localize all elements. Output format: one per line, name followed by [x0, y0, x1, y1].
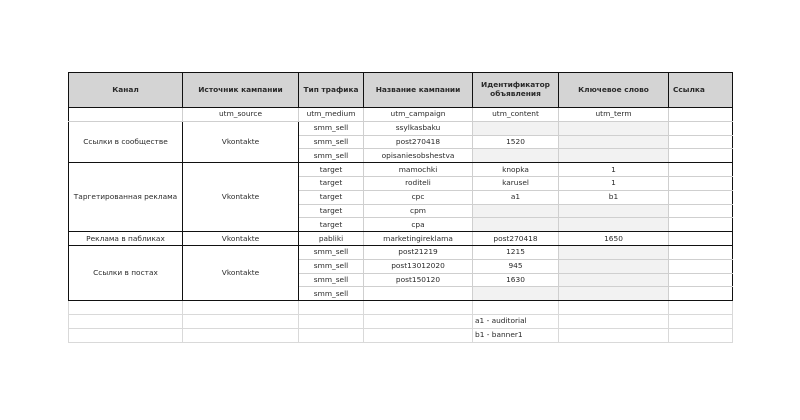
campaign-cell[interactable]: ssylkasbaku	[364, 121, 473, 135]
term-cell[interactable]: 1	[559, 176, 669, 190]
header-term[interactable]: Ключевое слово	[559, 73, 669, 108]
link-cell[interactable]	[669, 176, 733, 190]
term-cell[interactable]	[559, 245, 669, 259]
empty-cell[interactable]	[559, 328, 669, 342]
note-row	[69, 328, 733, 342]
empty-cell[interactable]	[473, 301, 559, 315]
campaign-cell[interactable]: roditeli	[364, 176, 473, 190]
header-campaign[interactable]: Название кампании	[364, 73, 473, 108]
link-cell[interactable]	[669, 273, 733, 287]
medium-cell[interactable]: smm_sell	[299, 149, 364, 163]
content-cell[interactable]: 945	[473, 259, 559, 273]
campaign-cell[interactable]: post13012020	[364, 259, 473, 273]
utm-cell[interactable]	[69, 108, 183, 122]
content-cell[interactable]	[473, 121, 559, 135]
empty-cell[interactable]	[364, 328, 473, 342]
link-cell[interactable]	[669, 163, 733, 177]
table-row	[69, 232, 733, 246]
link-cell[interactable]	[669, 259, 733, 273]
content-cell[interactable]: 1215	[473, 245, 559, 259]
header-channel[interactable]: Канал	[69, 73, 183, 108]
campaign-cell[interactable]: cpm	[364, 204, 473, 218]
legend-note[interactable]: a1 - auditorial	[473, 314, 559, 328]
empty-cell[interactable]	[183, 301, 299, 315]
medium-cell[interactable]: target	[299, 204, 364, 218]
content-cell[interactable]: 1520	[473, 135, 559, 149]
empty-cell[interactable]	[559, 301, 669, 315]
empty-cell[interactable]	[69, 328, 183, 342]
link-cell[interactable]	[669, 287, 733, 301]
link-cell[interactable]	[669, 245, 733, 259]
medium-cell[interactable]: pabliki	[299, 232, 364, 246]
empty-cell[interactable]	[183, 314, 299, 328]
campaign-cell[interactable]: post270418	[364, 135, 473, 149]
utm-row	[69, 108, 733, 122]
header-link[interactable]: Ссылка	[669, 73, 733, 108]
empty-cell[interactable]	[364, 314, 473, 328]
medium-cell[interactable]: smm_sell	[299, 287, 364, 301]
content-cell[interactable]	[473, 287, 559, 301]
empty-cell[interactable]	[364, 301, 473, 315]
source-cell[interactable]: Vkontakte	[183, 121, 299, 162]
header-source[interactable]: Источник кампании	[183, 73, 299, 108]
empty-cell[interactable]	[669, 314, 733, 328]
medium-cell[interactable]: target	[299, 176, 364, 190]
medium-cell[interactable]: target	[299, 163, 364, 177]
source-cell[interactable]: Vkontakte	[183, 163, 299, 232]
term-cell[interactable]	[559, 135, 669, 149]
header-row	[69, 73, 733, 108]
table-row	[69, 121, 733, 135]
medium-cell[interactable]: smm_sell	[299, 273, 364, 287]
legend-note[interactable]: b1 - banner1	[473, 328, 559, 342]
medium-cell[interactable]: target	[299, 218, 364, 232]
utm-cell[interactable]: utm_campaign	[364, 108, 473, 122]
empty-cell[interactable]	[559, 314, 669, 328]
table-row	[69, 163, 733, 177]
campaign-cell[interactable]: post150120	[364, 273, 473, 287]
utm-cell[interactable]	[669, 108, 733, 122]
empty-cell[interactable]	[299, 314, 364, 328]
term-cell[interactable]	[559, 204, 669, 218]
content-cell[interactable]	[473, 218, 559, 232]
campaign-cell[interactable]: marketingireklama	[364, 232, 473, 246]
link-cell[interactable]	[669, 204, 733, 218]
channel-cell[interactable]: Таргетированная реклама	[69, 163, 183, 232]
content-cell[interactable]	[473, 204, 559, 218]
source-cell[interactable]: Vkontakte	[183, 232, 299, 246]
link-cell[interactable]	[669, 190, 733, 204]
empty-cell[interactable]	[669, 328, 733, 342]
content-cell[interactable]: 1630	[473, 273, 559, 287]
note-row	[69, 301, 733, 315]
term-cell[interactable]: b1	[559, 190, 669, 204]
medium-cell[interactable]: smm_sell	[299, 245, 364, 259]
term-cell[interactable]	[559, 218, 669, 232]
term-cell[interactable]	[559, 259, 669, 273]
term-cell[interactable]	[559, 149, 669, 163]
term-cell[interactable]: 1650	[559, 232, 669, 246]
campaign-cell[interactable]: opisaniesobshestva	[364, 149, 473, 163]
header-medium[interactable]: Тип трафика	[299, 73, 364, 108]
content-cell[interactable]: a1	[473, 190, 559, 204]
empty-cell[interactable]	[299, 301, 364, 315]
term-cell[interactable]	[559, 273, 669, 287]
campaign-cell[interactable]: cpa	[364, 218, 473, 232]
campaign-cell[interactable]	[364, 287, 473, 301]
empty-cell[interactable]	[69, 314, 183, 328]
content-cell[interactable]: post270418	[473, 232, 559, 246]
campaign-cell[interactable]: mamochki	[364, 163, 473, 177]
utm-cell[interactable]: utm_term	[559, 108, 669, 122]
empty-cell[interactable]	[669, 301, 733, 315]
empty-cell[interactable]	[299, 328, 364, 342]
utm-cell[interactable]: utm_source	[183, 108, 299, 122]
channel-cell[interactable]: Реклама в пабликах	[69, 232, 183, 246]
link-cell[interactable]	[669, 232, 733, 246]
utm-spreadsheet	[68, 72, 732, 343]
link-cell[interactable]	[669, 149, 733, 163]
content-cell[interactable]: karusel	[473, 176, 559, 190]
note-row	[69, 314, 733, 328]
campaign-cell[interactable]: post21219	[364, 245, 473, 259]
utm-cell[interactable]: utm_content	[473, 108, 559, 122]
medium-cell[interactable]: smm_sell	[299, 121, 364, 135]
source-cell[interactable]: Vkontakte	[183, 245, 299, 300]
empty-cell[interactable]	[183, 328, 299, 342]
link-cell[interactable]	[669, 135, 733, 149]
term-cell[interactable]	[559, 121, 669, 135]
medium-cell[interactable]: smm_sell	[299, 259, 364, 273]
channel-cell[interactable]: Ссылки в сообществе	[69, 121, 183, 162]
content-cell[interactable]: knopka	[473, 163, 559, 177]
term-cell[interactable]: 1	[559, 163, 669, 177]
content-cell[interactable]	[473, 149, 559, 163]
empty-cell[interactable]	[69, 301, 183, 315]
link-cell[interactable]	[669, 121, 733, 135]
term-cell[interactable]	[559, 287, 669, 301]
link-cell[interactable]	[669, 218, 733, 232]
utm-table	[68, 72, 733, 343]
medium-cell[interactable]: target	[299, 190, 364, 204]
campaign-cell[interactable]: cpc	[364, 190, 473, 204]
utm-cell[interactable]: utm_medium	[299, 108, 364, 122]
medium-cell[interactable]: smm_sell	[299, 135, 364, 149]
table-row	[69, 245, 733, 259]
channel-cell[interactable]: Ссылки в постах	[69, 245, 183, 300]
header-content[interactable]: Идентификатор объявления	[473, 73, 559, 108]
